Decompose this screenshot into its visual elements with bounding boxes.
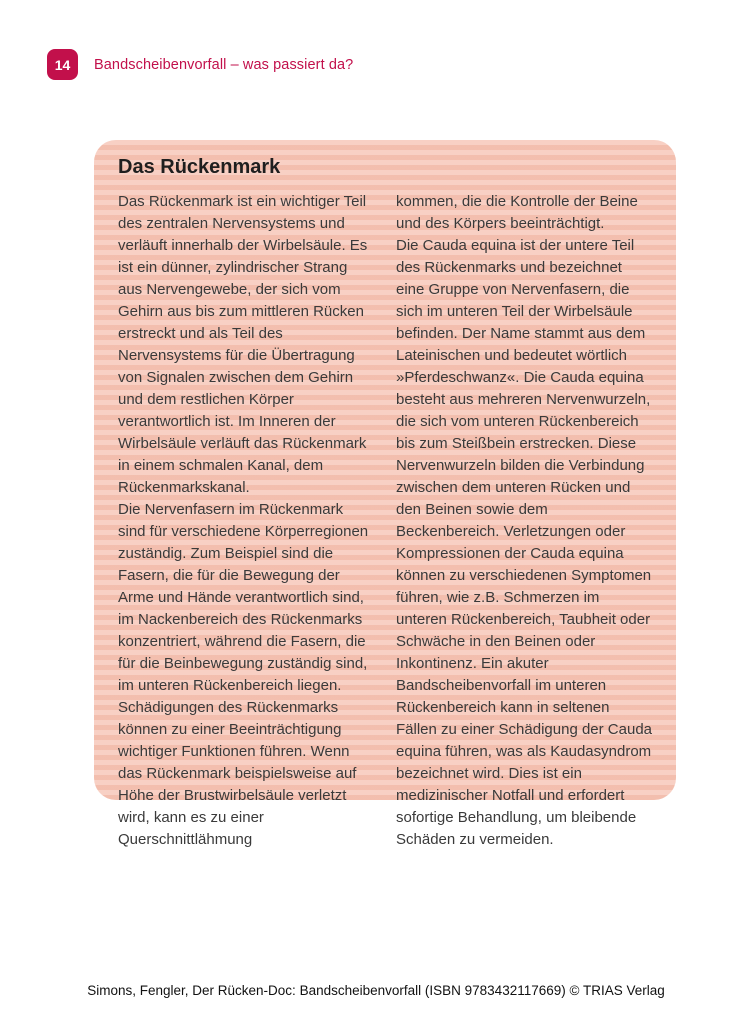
page-number-badge: 14 [47, 49, 78, 80]
column-right [396, 191, 652, 851]
info-box [94, 140, 676, 848]
text-columns [118, 191, 652, 851]
footer-credit: Simons, Fengler, Der Rücken-Doc: Bandscheibenvorfall (ISBN 9783432117669) © TRIAS Verlag [87, 983, 665, 998]
running-head [47, 49, 353, 80]
paragraph: kommen, die die Kontrolle der Beine und des Körpers beeinträchtigt. [396, 193, 638, 232]
paragraph: Die Nervenfasern im Rückenmark sind für verschiedene Körperregionen zuständig. Zum Beispiel sind die Fasern, die für die Bewegung der Arme und Hände verantwortlich sind, im Nackenbereich des Rückenmarks konzentriert, während die Fasern, die für die Beinbewegung zuständig sind, im unteren Rückenbereich liegen. Schädigungen des Rückenmarks können zu einer Beeinträchtigung wichtiger Funktionen führen. Wenn das Rückenmark beispielsweise auf Höhe der Brustwirbelsäule verletzt wird, kann es zu einer Querschnittlähmung [118, 501, 369, 848]
paragraph: Die Cauda equina ist der untere Teil des Rückenmarks und bezeichnet eine Gruppe von Nervenfasern, die sich im unteren Teil der Wirbelsäule befinden. Der Name stammt aus dem Lateinischen und bedeutet wörtlich »Pferdeschwanz«. Die Cauda equina besteht aus mehreren Nervenwurzeln, die sich vom unteren Rückenbereich bis zum Steißbein erstrecken. Diese Nervenwurzeln bilden die Verbindung zwischen dem unteren Rücken und den Beinen sowie dem Beckenbereich. Verletzungen oder Kompressionen der Cauda equina können zu verschiedenen Symptomen führen, wie z.B. Schmerzen im unteren Rückenbereich, Taubheit oder Schwäche in den Beinen oder Inkontinenz. Ein akuter Bandscheibenvorfall im unteren Rückenbereich kann in seltenen Fällen zu einer Schädigung der Cauda equina führen, was als Kaudasyndrom bezeichnet wird. Dies ist ein medizinischer Notfall und erfordert sofortige Behandlung, um bleibende Schäden zu vermeiden. [396, 237, 653, 848]
article-title: Das Rückenmark [118, 156, 281, 178]
chapter-title: Bandscheibenvorfall – was passiert da? [94, 56, 354, 73]
column-left [118, 191, 374, 851]
paragraph: Das Rückenmark ist ein wichtiger Teil des zentralen Nervensystems und verläuft innerhalb der Wirbelsäule. Es ist ein dünner, zylindrischer Strang aus Nervengewebe, der sich vom Gehirn aus bis zum mittleren Rücken erstreckt und als Teil des Nervensystems für die Übertragung von Signalen zwischen dem Gehirn und dem restlichen Körper verantwortlich ist. Im Inneren der Wirbelsäule verläuft das Rückenmark in einem schmalen Kanal, dem Rückenmarkskanal. [118, 193, 368, 496]
